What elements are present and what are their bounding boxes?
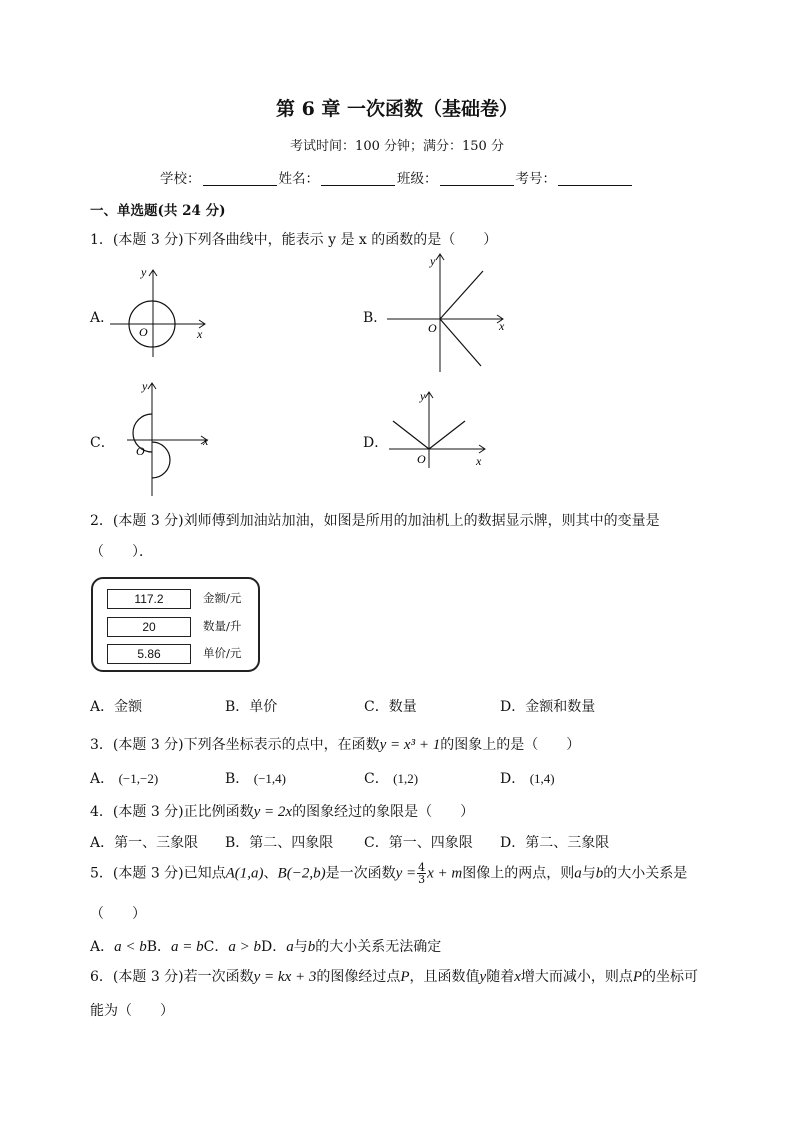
q2-option-b: B．单价 [225,699,278,715]
question-5-text [90,862,687,885]
q6-text-5: 增大而减小，则点 [520,969,633,985]
q5-text-1: 5．(本题 3 分)已知点 [90,865,226,882]
question-1-text: 1．(本题 3 分)下列各曲线中，能表示 y 是 x 的函数的是（ ） [90,232,498,248]
q6-point: P [400,969,410,985]
q6-text-6: 的坐标可 [642,969,699,985]
name-blank[interactable] [321,171,395,186]
q5-option-d-letter: D． [261,939,287,955]
q5-separator: 、 [263,865,278,882]
q1b-origin-label: O [428,321,437,335]
exam-number-label: 考号： [515,171,556,187]
amount-label: 金额/元 [203,591,242,605]
question-2-text: 2．(本题 3 分)刘师傅到加油站加油，如图是所用的加油机上的数据显示牌，则其中的变量是 [90,513,660,529]
exam-info: 考试时间：100 分钟；满分：150 分 [290,139,504,154]
q5-func-left: y = [395,865,417,882]
q5-option-b-letter: B． [146,939,172,955]
q5-fraction [417,862,426,885]
q3-option-d-value: (1,4) [529,771,555,786]
q6-point-2: P [632,969,643,985]
q1-option-b-label: B． [363,310,388,326]
q1d-x-label: x [476,454,482,468]
q1-option-d-label: D． [363,435,389,451]
q1b-x-label: x [499,319,505,333]
section-title: 一、单选题(共 24 分) [90,203,226,219]
q1a-x-label: x [197,327,203,341]
exam-number-blank[interactable] [558,171,632,186]
q5-var-a: a [574,865,582,882]
q3-option-a [90,768,158,788]
unit-price-label: 单价/元 [203,646,242,660]
q1-option-c-label: C． [90,435,115,451]
q6-text-3: ，且函数值 [409,969,480,985]
q1d-origin-label: O [417,452,426,466]
q3-function: y = x³ + 1 [379,737,441,753]
question-6-text [90,966,698,986]
q3-text-after: 的图象上的是（ ） [440,737,581,753]
q5-text-3: 图像上的两点，则 [462,865,575,882]
question-3-text [90,734,580,754]
q2-option-c: C．数量 [364,699,417,715]
q3-option-c [364,768,418,788]
q4-option-a: A．第一、三象限 [90,835,199,851]
q3-option-b-value: (−1,4) [253,771,286,786]
q5-option-a-letter: A． [90,939,115,955]
q5-func-right: x + m [427,865,463,882]
class-label: 班级： [397,171,438,187]
q5-option-d-and: 与 [293,939,308,955]
question-4-text [90,801,474,821]
q6-var-y: y [479,969,487,985]
q3-option-d [500,768,555,788]
q4-option-c: C．第一、四象限 [364,835,473,851]
q1c-origin-label: O [136,444,145,458]
q5-option-d-var-a: a [286,939,294,955]
q4-function: y = 2x [253,804,293,820]
q5-option-b-value: a = b [171,939,204,955]
q3-option-b-letter: B． [225,771,250,787]
q4-text-after: 的图象经过的象限是（ ） [292,804,475,820]
q5-var-b: b [595,865,604,882]
q1a-origin-label: O [139,325,148,339]
q1a-y-label: y [141,265,147,279]
q3-option-c-letter: C． [364,771,389,787]
q6-text-4: 随着 [486,969,515,985]
q3-option-c-value: (1,2) [393,771,419,786]
class-blank[interactable] [440,171,514,186]
q1-graph-a-circle [110,262,220,362]
q4-option-d: D．第二、三象限 [500,835,610,851]
question-2-blank: （ ）． [90,544,153,560]
q1-option-a-label: A． [90,310,115,326]
name-label: 姓名： [278,171,319,187]
fuel-display-panel [91,577,260,672]
q5-option-c-value: a > b [228,939,262,955]
q6-var-x: x [514,969,521,985]
q1-graph-c-semicircles [115,378,225,500]
q5-frac-num: 4 [418,861,426,874]
q5-point-a: A(1,a) [225,865,264,882]
q6-function: y = kx + 3 [253,969,317,985]
q5-option-c-letter: C． [203,939,229,955]
q3-text-before: 3．(本题 3 分)下列各坐标表示的点中，在函数 [90,737,380,753]
q5-point-b: B(−2,b) [277,865,326,882]
q1c-y-label: y [142,379,148,393]
q5-option-a-value: a < b [114,939,147,955]
q1-graph-d-v-lines [385,388,495,473]
q5-text-5: 的大小关系是 [603,865,688,882]
unit-price-value: 5.86 [107,644,191,664]
quantity-label: 数量/升 [203,619,242,633]
q2-option-d: D．金额和数量 [500,699,596,715]
q3-option-b [225,768,286,788]
q5-text-2: 是一次函数 [325,865,396,882]
school-label: 学校： [160,171,201,187]
q6-text-1: 6．(本题 3 分)若一次函数 [90,969,254,985]
quantity-value: 20 [107,617,191,637]
student-info-line [0,167,794,187]
q5-text-4: 与 [581,865,596,882]
amount-value: 117.2 [107,589,191,609]
q3-option-a-value: (−1,−2) [118,771,159,786]
q1d-y-label: y [420,389,426,403]
q5-frac-den: 3 [418,873,426,886]
page-title: 第 6 章 一次函数（基础卷） [275,98,519,120]
q5-options [90,936,441,956]
question-6-line-2: 能为（ ） [90,1003,174,1019]
q2-option-a: A．金额 [90,699,143,715]
q4-option-b: B．第二、四象限 [225,835,334,851]
q3-option-d-letter: D． [500,771,526,787]
q4-text-before: 4．(本题 3 分)正比例函数 [90,804,254,820]
q5-option-d-var-b: b [307,939,316,955]
q3-option-a-letter: A． [90,771,115,787]
question-5-blank: （ ） [90,906,146,922]
q1b-y-label: y [430,254,436,268]
q5-option-d-text: 的大小关系无法确定 [315,939,442,955]
school-blank[interactable] [203,171,277,186]
q1c-x-label: x [203,434,209,448]
q1-graph-b-v-lines [385,252,515,374]
q6-text-2: 的图像经过点 [316,969,401,985]
